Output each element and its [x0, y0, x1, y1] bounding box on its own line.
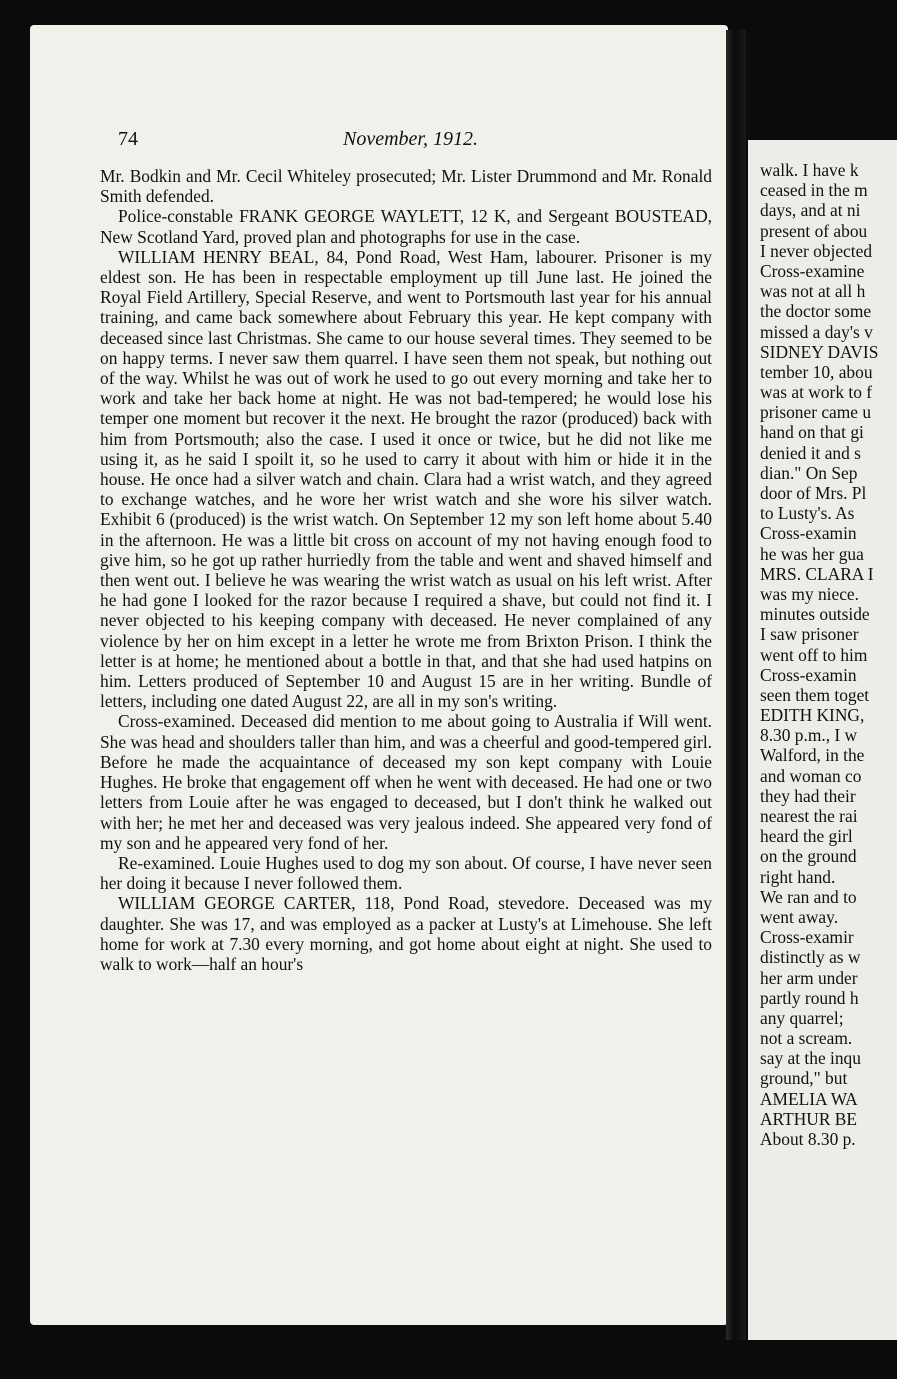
- right-line: I never objected: [760, 240, 873, 261]
- right-line: to Lusty's. As: [760, 503, 855, 524]
- right-line: prisoner came u: [760, 402, 872, 423]
- right-line: and woman co: [760, 765, 862, 786]
- right-line: the doctor some: [760, 301, 872, 322]
- right-line: SIDNEY DAVIS: [760, 341, 879, 362]
- right-line: missed a day's v: [760, 321, 873, 342]
- right-line: was at work to f: [760, 382, 873, 403]
- right-line: Walford, in the: [760, 745, 865, 766]
- running-title: [343, 128, 478, 151]
- right-line: present of abou: [760, 220, 868, 241]
- right-line: Cross-examin: [760, 523, 857, 544]
- right-line: not a scream.: [760, 1028, 853, 1049]
- running-head: [118, 128, 718, 156]
- right-column-text: [760, 160, 897, 1149]
- paragraph-carter-testimony: WILLIAM GEORGE CARTER, 118, Pond Road, stevedore. Deceased was my daughter. She was 17, and was employed as a packer at Lusty's at Limehouse. She left home for work at 7.30 every morning, and got home about eight at night. She used to walk to work—half an hour's: [100, 893, 712, 974]
- right-line: walk. I have k: [760, 160, 859, 180]
- right-line: AMELIA WA: [760, 1088, 858, 1109]
- book-gutter: [726, 30, 746, 1340]
- right-line: on the ground: [760, 846, 857, 867]
- right-line: minutes outside: [760, 604, 870, 625]
- paragraph-beal-testimony: WILLIAM HENRY BEAL, 84, Pond Road, West Ham, labourer. Prisoner is my eldest son. He has been in respectable employment up till June last. He joined the Royal Field Artillery, Special Reserve, and went to Portsmouth last year for his annual training, and came back somewhere about February this year. He kept company with deceased since last Christmas. She came to our house several times. They seemed to be on happy terms. I never saw them quarrel. I have seen them not speak, but nothing out of the way. Whilst he was out of work he used to go out every morning and take her to work and take her back home at night. He was not bad-tempered; he would lose his temper one moment but recover it the next. He brought the razor (produced) back with him from Portsmouth; also the case. I used it once or twice, but he did not like me using it, as he said I spoilt it, so he used to carry it about with him or hide it in the house. He once had a silver watch and chain. Clara had a wrist watch, and they agreed to exchange watches, and he wore her wrist watch and she wore his silver watch. Exhibit 6 (produced) is the wrist watch. On September 12 my son left home about 5.40 in the afternoon. He was a little bit cross on account of my not having enough food to give him, so he got up rather hurriedly from the table and went and shaved himself and then went out. I believe he was wearing the wrist watch as usual on his left wrist. After he had gone I looked for the razor because I required a shave, but could not find it. I never objected to his keeping company with deceased. He never complained of any violence by her on him except in a letter he wrote me from Brixton Prison. I think the letter is at home; he mentioned about a bottle in that, and that she had used hatpins on him. Letters produced of September 10 and August 15 are in her writing. Bundle of letters, including one dated August 22, are all in my son's writing.: [100, 246, 712, 712]
- paragraph-police: Police-constable FRANK GEORGE WAYLETT, 12 K, and Sergeant BOUSTEAD, New Scotland Yard, proved plan and photographs for use in the case.: [100, 206, 712, 247]
- right-line: distinctly as w: [760, 947, 861, 968]
- right-line: Cross-examir: [760, 927, 854, 948]
- right-line: say at the inqu: [760, 1048, 861, 1069]
- right-line: ceased in the m: [760, 180, 868, 201]
- right-line: denied it and s: [760, 442, 861, 463]
- right-line: right hand.: [760, 866, 836, 887]
- right-line: We ran and to: [760, 886, 857, 907]
- paragraph-cross-examined: Cross-examined. Deceased did mention to me about going to Australia if Will went. She was head and shoulders taller than him, and was a cheerful and good-tempered girl. Before he made the acquaintance of deceased my son kept company with Louie Hughes. He broke that engagement off when he went with deceased. He had one or two letters from Louie after he was engaged to deceased, but I don't think he walked out with her; he met her and deceased was very jealous indeed. She appeared very fond of my son and he appeared very fond of her.: [100, 711, 712, 853]
- right-line: MRS. CLARA I: [760, 563, 874, 584]
- right-line: tember 10, abou: [760, 361, 873, 382]
- right-line: they had their: [760, 785, 856, 806]
- right-line: he was her gua: [760, 543, 864, 564]
- left-column-text: [100, 166, 712, 974]
- right-line: dian." On Sep: [760, 462, 858, 483]
- right-line: Cross-examin: [760, 664, 857, 685]
- right-line: days, and at ni: [760, 200, 861, 221]
- right-line: heard the girl: [760, 826, 853, 847]
- right-line: seen them toget: [760, 684, 870, 705]
- right-line: Cross-examine: [760, 260, 865, 281]
- page-number: 74: [118, 128, 138, 150]
- running-title-text: November, 1912.: [343, 128, 478, 150]
- right-line: went off to him: [760, 644, 868, 665]
- right-line: went away.: [760, 906, 839, 927]
- right-line: 8.30 p.m., I w: [760, 725, 858, 746]
- right-line: nearest the rai: [760, 806, 858, 826]
- right-line: her arm under: [760, 967, 858, 988]
- right-line: was my niece.: [760, 583, 859, 604]
- right-line: EDITH KING,: [760, 705, 865, 726]
- right-line: any quarrel;: [760, 1007, 844, 1028]
- right-line: partly round h: [760, 987, 859, 1008]
- right-line: ground," but: [760, 1068, 848, 1089]
- paragraph-counsel: Mr. Bodkin and Mr. Cecil Whiteley prosecuted; Mr. Lister Drummond and Mr. Ronald Smith defended.: [100, 166, 712, 207]
- right-line: About 8.30 p.: [760, 1129, 856, 1149]
- paragraph-re-examined: Re-examined. Louie Hughes used to dog my son about. Of course, I have never seen her doing it because I never followed them.: [100, 852, 712, 894]
- right-line: door of Mrs. Pl: [760, 483, 867, 503]
- right-line: I saw prisoner: [760, 624, 859, 645]
- right-line: was not at all h: [760, 281, 866, 302]
- right-line: hand on that gi: [760, 422, 864, 443]
- right-line: ARTHUR BE: [760, 1108, 858, 1129]
